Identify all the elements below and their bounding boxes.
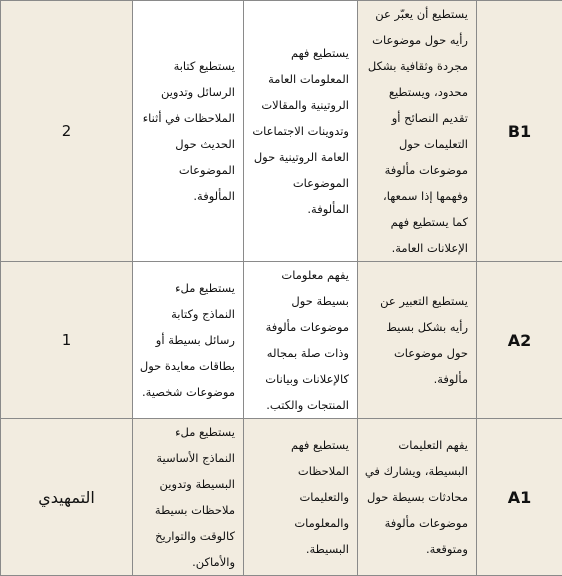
reading-cell: [244, 419, 358, 576]
speaking-listening-text: يستطيع التعبير عن رأيه بشكل بسيط حول موضوعات مألوفة.: [358, 288, 476, 392]
writing-cell: [133, 262, 244, 419]
level-label: A2: [508, 331, 532, 350]
level-cell: [477, 262, 562, 419]
speaking-listening-cell: [358, 262, 477, 419]
writing-text: يستطيع ملء النماذج الأساسية البسيطة وتدوين ملاحظات بسيطة كالوقت والتواريخ والأماكن.: [133, 419, 243, 575]
speaking-listening-cell: [358, 1, 477, 262]
speaking-listening-text: يستطيع أن يعبّر عن رأيه حول موضوعات مجردة وثقافية بشكل محدود، ويستطيع تقديم النصائح أو التعليمات حول موضوعات مألوفة وفهمها إذا سمعها، كما يستطيع فهم الإعلانات العامة.: [358, 1, 476, 261]
writing-text: يستطيع ملء النماذج وكتابة رسائل بسيطة أو بطاقات معايدة حول موضوعات شخصية.: [133, 275, 243, 405]
grade-label: 2: [62, 122, 72, 140]
level-cell: [477, 419, 562, 576]
grade-cell: [1, 1, 133, 262]
level-cell: [477, 1, 562, 262]
reading-cell: [244, 262, 358, 419]
grade-label: 1: [62, 331, 72, 349]
writing-cell: [133, 1, 244, 262]
speaking-listening-cell: [358, 419, 477, 576]
reading-text: يستطيع فهم الملاحظات والتعليمات والمعلومات البسيطة.: [244, 432, 357, 562]
reading-text: يستطيع فهم المعلومات العامة الروتينية والمقالات وتدوينات الاجتماعات العامة الروتينية حول الموضوعات المألوفة.: [244, 40, 357, 222]
reading-text: يفهم معلومات بسيطة حول موضوعات مألوفة وذات صلة بمجاله كالإعلانات وبيانات المنتجات والكتب.: [244, 262, 357, 418]
table-row: [1, 419, 562, 576]
writing-cell: [133, 419, 244, 576]
grade-cell: [1, 262, 133, 419]
table-row: [1, 262, 562, 419]
speaking-listening-text: يفهم التعليمات البسيطة، ويشارك في محادثات بسيطة حول موضوعات مألوفة ومتوقعة.: [358, 432, 476, 562]
grade-label: التمهيدي: [38, 488, 95, 507]
level-label: A1: [508, 488, 532, 507]
level-label: B1: [508, 122, 531, 141]
writing-text: يستطيع كتابة الرسائل وتدوين الملاحظات في أثناء الحديث حول الموضوعات المألوفة.: [133, 53, 243, 209]
table-row: [1, 1, 562, 262]
grade-cell: [1, 419, 133, 576]
reading-cell: [244, 1, 358, 262]
